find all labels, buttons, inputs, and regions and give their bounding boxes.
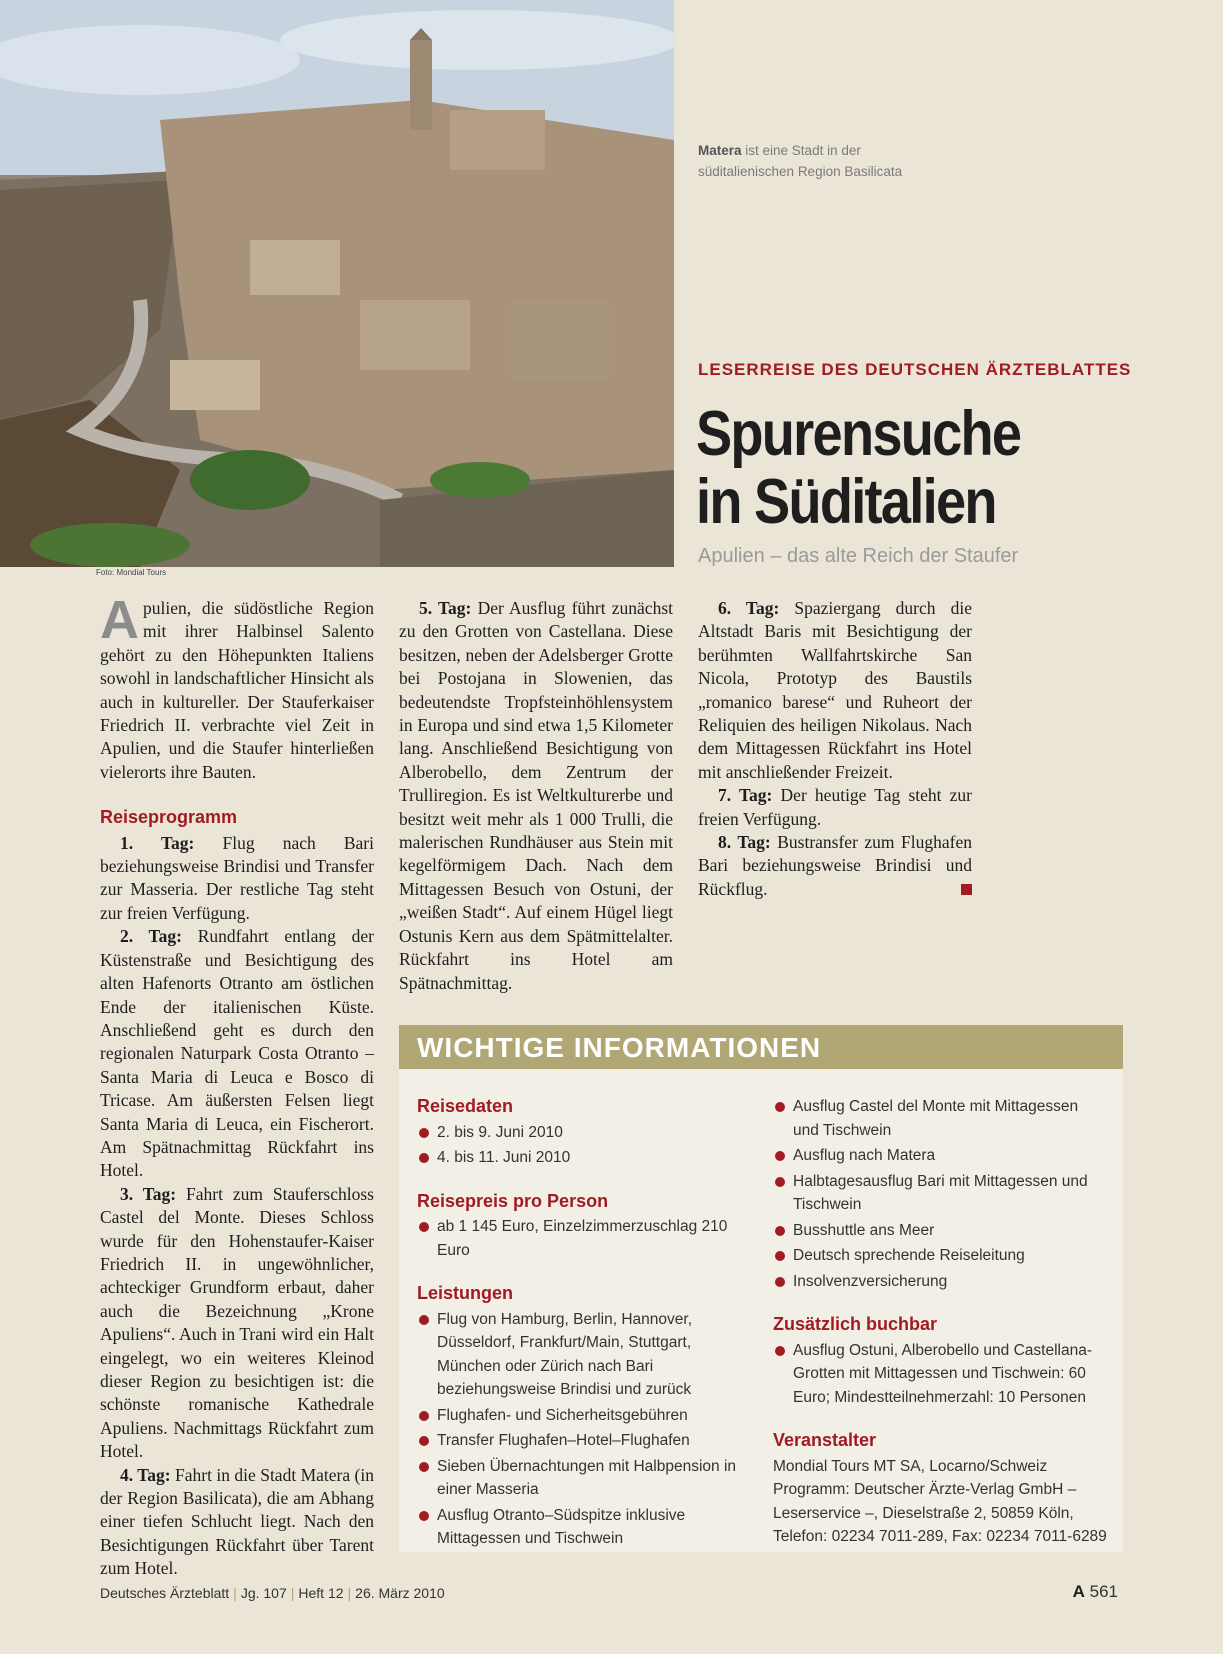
title-line-1: Spurensuche (696, 399, 1021, 469)
article-column-2 (399, 597, 673, 995)
matera-photo-illustration (0, 0, 674, 567)
list-item: 2. bis 9. Juni 2010 (417, 1121, 747, 1145)
list-item: Ausflug Castel del Monte mit Mittagessen und Tischwein (773, 1095, 1108, 1142)
subtitle: Apulien – das alte Reich der Staufer (698, 545, 1019, 567)
day-5 (399, 597, 673, 995)
day-4 (100, 1464, 374, 1581)
day-8-label: 8. Tag: (718, 832, 771, 853)
list-item: ab 1 145 Euro, Einzelzimmerzuschlag 210 Euro (417, 1215, 747, 1262)
day-4-label: 4. Tag: (120, 1464, 171, 1485)
photo-caption (698, 140, 928, 182)
separator: | (233, 1585, 237, 1601)
list-item: 4. bis 11. Juni 2010 (417, 1146, 747, 1170)
leistungen-list-continued (773, 1095, 1108, 1293)
info-heading: WICHTIGE INFORMATIONEN (399, 1025, 1123, 1069)
info-box (399, 1025, 1123, 1552)
list-item: Ausflug nach Matera (773, 1144, 1108, 1168)
page-number-value: 561 (1089, 1582, 1118, 1601)
volume: Jg. 107 (240, 1585, 287, 1601)
issue: Heft 12 (298, 1585, 344, 1601)
info-column-1 (417, 1095, 747, 1571)
info-column-2 (773, 1095, 1108, 1549)
day-7-label: 7. Tag: (718, 785, 773, 806)
end-mark-icon (961, 884, 972, 895)
list-item: Halbtagesausflug Bari mit Mittagessen und Tischwein (773, 1170, 1108, 1217)
veranstalter-line-2: Programm: Deutscher Ärzte-Verlag GmbH – Leserservice –, Dieselstraße 2, 50859 Köln, Telefon: 02234 7011-289, Fax: 02234 7011-6289 (773, 1481, 1107, 1545)
journal-name: Deutsches Ärzteblatt (100, 1585, 230, 1601)
reisedaten-list (417, 1121, 747, 1170)
list-item: Transfer Flughafen–Hotel–Flughafen (417, 1429, 747, 1453)
section-title-reiseprogramm: Reiseprogramm (100, 807, 238, 828)
preis-list (417, 1215, 747, 1262)
day-5-label: 5. Tag: (419, 598, 472, 618)
leistungen-list (417, 1308, 747, 1551)
intro-paragraph (100, 590, 374, 784)
day-5-text: Der Ausflug führt zunächst zu den Grotten von Castellana. Diese besitzen, neben der Adelsberger Grotte bei Postojana in Slowenien, das bedeutendste Tropfsteinhöhlensystem in Europa und sind etwa 1,5 Kilometer lang. Anschließend Besichtigung von Alberobello, dem Zentrum der Trulliregion. Es ist Weltkulturerbe und besitzt weit mehr als 1 000 Trulli, die malerischen Rundhäuser aus Stein mit kegelförmigem Dach. Nach dem Mittagessen Besuch von Ostuni, der „weißen Stadt“. Auf einem Hügel liegt Ostunis Kern aus dem Spätmittelalter. Rückfahrt ins Hotel am Spätnachmittag. (399, 598, 674, 993)
veranstalter-line-1: Mondial Tours MT SA, Locarno/Schweiz (773, 1457, 1048, 1475)
page-prefix: A (1072, 1582, 1085, 1601)
list-item: Ausflug Ostuni, Alberobello und Castellana-Grotten mit Mittagessen und Tischwein: 60 Euro; Mindestteilnehmerzahl: 10 Personen (773, 1339, 1108, 1410)
matera-photo (0, 0, 674, 567)
intro-text: pulien, die südöstliche Region mit ihrer Halbinsel Salento gehört zu den Höhepunkten Italiens sowohl in landschaftlicher Hinsicht als auch in kultureller. Der Stauferkaiser Friedrich II. verbrachte viel Zeit in Apulien, und die Staufer hinterließen vielerorts ihre Bauten. (100, 598, 374, 782)
list-item: Flughafen- und Sicherheitsgebühren (417, 1404, 747, 1428)
day-2-label: 2. Tag: (120, 926, 182, 947)
leistungen-title: Leistungen (417, 1283, 514, 1303)
day-1 (100, 832, 374, 926)
title-line-2: in Süditalien (696, 467, 996, 537)
day-8 (698, 831, 972, 901)
list-item: Deutsch sprechende Reiseleitung (773, 1244, 1108, 1268)
day-4-text: Fahrt in die Stadt Matera (in der Region Basilicata), die am Abhang einer tiefen Schlucht liegt. Nach den Besichtigungen Rückfahrt über Tarent zum Hotel. (100, 1464, 374, 1579)
day-7 (698, 784, 972, 831)
day-3-label: 3. Tag: (120, 1183, 177, 1204)
day-6-label: 6. Tag: (718, 598, 780, 618)
day-3 (100, 1183, 374, 1464)
preis-title: Reisepreis pro Person (417, 1190, 609, 1211)
list-item: Busshuttle ans Meer (773, 1219, 1108, 1243)
page-number (1073, 1582, 1118, 1602)
day-8-text: Bustransfer zum Flughafen Bari beziehungsweise Brindisi und Rückflug. (698, 832, 973, 899)
list-item: Insolvenzversicherung (773, 1270, 1108, 1294)
article-column-1 (100, 590, 375, 1581)
list-item: Ausflug Otranto–Südspitze inklusive Mittagessen und Tischwein (417, 1504, 747, 1551)
kicker: LESERREISE DES DEUTSCHEN ÄRZTEBLATTES (698, 360, 1132, 379)
list-item: Sieben Übernachtungen mit Halbpension in einer Masseria (417, 1455, 747, 1502)
caption-bold: Matera (698, 143, 742, 158)
zusatz-title: Zusätzlich buchbar (773, 1314, 938, 1334)
day-6-text: Spaziergang durch die Altstadt Baris mit Besichtigung der berühmten Wallfahrtskirche San Nicola, Prototyp des Baustils „romanico barese“ und Ruheort der Reliquien des heiligen Nikolaus. Nach dem Mittagessen Rückfahrt ins Hotel mit anschließender Freizeit. (698, 598, 973, 782)
day-7-text: Der heutige Tag steht zur freien Verfügung. (698, 785, 973, 829)
day-3-text: Fahrt zum Stauferschloss Castel del Monte. Dieses Schloss wurde für den Hohenstaufer-Kaiser Friedrich II. in ungewöhnlicher, achteckiger Grundform erbaut, daher auch die Bezeichnung „Krone Apuliens“. Auch in Trani wird ein Halt eingelegt, wo ein weiteres Kleinod dieser Region zu besichtigen ist: die schönste romanische Kathedrale Apuliens. Nachmittags Rückfahrt zum Hotel. (100, 1183, 374, 1462)
page-title (696, 400, 1057, 536)
day-6 (698, 597, 972, 784)
caption-text: ist eine Stadt in der süditalienischen Region Basilicata (698, 143, 903, 179)
veranstalter-title: Veranstalter (773, 1430, 877, 1450)
reisedaten-title: Reisedaten (417, 1096, 514, 1116)
issue-date: 26. März 2010 (355, 1585, 445, 1601)
separator: | (347, 1585, 352, 1601)
day-1-text: Flug nach Bari beziehungsweise Brindisi und Transfer zur Masseria. Der restliche Tag steht zur freien Verfügung. (100, 832, 375, 923)
footer (100, 1585, 445, 1601)
day-2 (100, 925, 374, 1182)
day-1-label: 1. Tag: (120, 832, 195, 853)
day-2-text: Rundfahrt entlang der Küstenstraße und Besichtigung des alten Hafenorts Otranto am östlichen Ende der italienischen Küste. Anschließend geht es durch den regionalen Naturpark Costa Otranto – Santa Maria di Leuca e Bosco di Tricase. Am äußersten Felsen liegt Santa Maria di Leuca, ein Fischerort. Am Spätnachmittag Rückfahrt ins Hotel. (100, 926, 375, 1181)
list-item: Flug von Hamburg, Berlin, Hannover, Düsseldorf, Frankfurt/Main, Stuttgart, München oder Zürich nach Bari beziehungsweise Brindisi und zurück (417, 1308, 747, 1402)
article-column-3 (698, 597, 972, 901)
photo-credit: Foto: Mondial Tours (96, 568, 167, 577)
zusatz-list (773, 1339, 1108, 1410)
dropcap: A (100, 590, 139, 650)
separator: | (290, 1585, 295, 1601)
